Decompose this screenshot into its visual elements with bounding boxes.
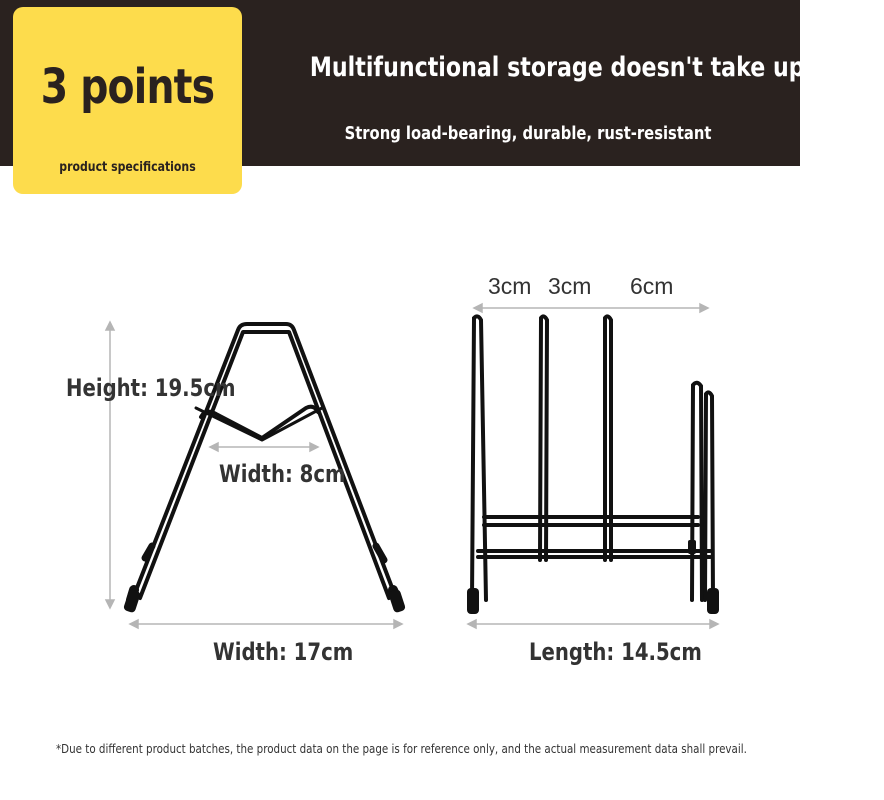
headline: Multifunctional storage doesn't take up space [309, 52, 884, 83]
dimension-lines [106, 304, 718, 628]
spacing-label-3: 6cm [630, 273, 674, 299]
width-label: Width: 17cm [213, 638, 354, 666]
inner-width-label: Width: 8cm [219, 460, 346, 488]
left-rack-foot-caps [123, 589, 406, 614]
spacing-label-2: 3cm [548, 273, 592, 299]
disclaimer-text: *Due to different product batches, the product data on the page is for reference only, and the actual measurement data shall prevail. [56, 742, 747, 756]
badge-title: 3 points [40, 59, 215, 115]
subheadline: Strong load-bearing, durable, rust-resistant [344, 123, 712, 144]
spacing-label-1: 3cm [488, 273, 532, 299]
length-label: Length: 14.5cm [529, 638, 702, 666]
badge-subtitle: product specifications [59, 160, 196, 175]
height-label: Height: 19.5cm [66, 374, 236, 402]
cutting-board-rack-image [472, 316, 713, 600]
